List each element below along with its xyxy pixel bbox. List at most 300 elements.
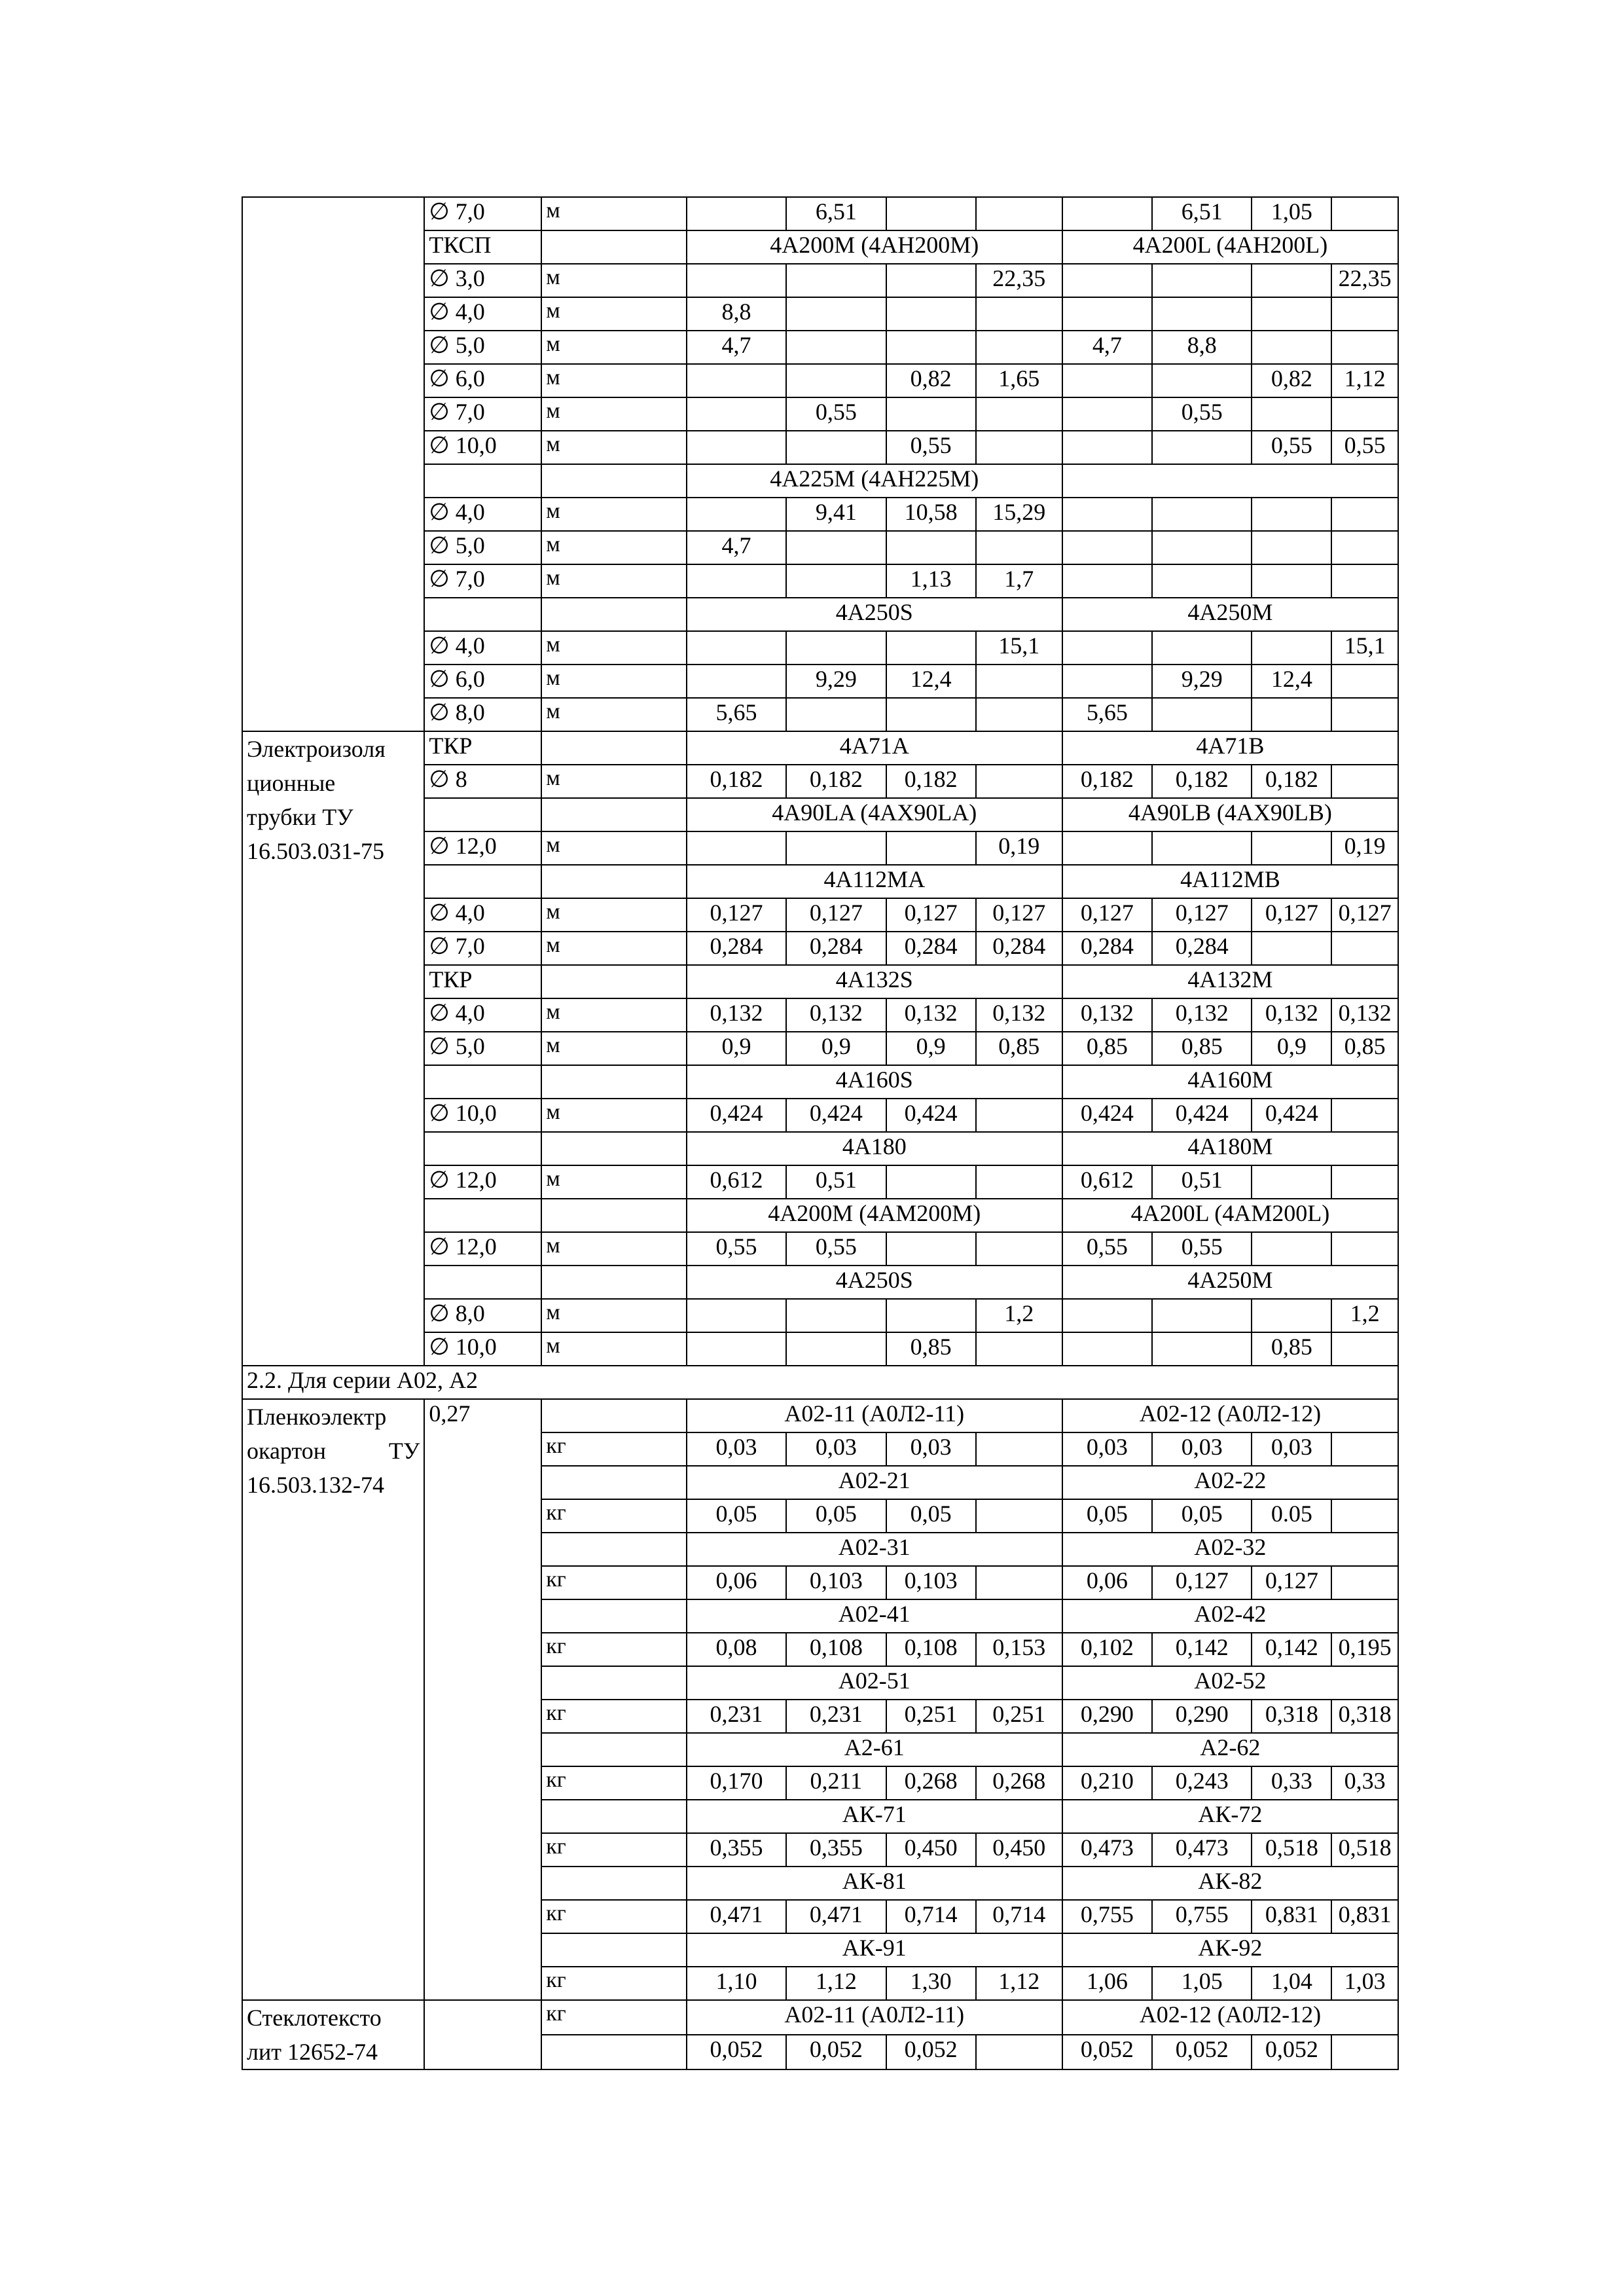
material-film-cardboard-line: 16.503.132-74 xyxy=(247,1472,384,1498)
value-cell xyxy=(1331,1099,1398,1132)
unit-cell: кг xyxy=(541,1633,687,1666)
value-cell xyxy=(1252,698,1331,731)
value-cell xyxy=(687,364,786,397)
value-cell: 0,03 xyxy=(1152,1432,1252,1466)
value-cell: 0,9 xyxy=(1252,1032,1331,1065)
model-name: А02-41 xyxy=(687,1599,1062,1633)
value-cell: 0,518 xyxy=(1331,1833,1398,1867)
diameter-cell xyxy=(424,598,541,631)
value-cell: 0,132 xyxy=(1062,998,1152,1032)
value-cell: 0,06 xyxy=(687,1566,786,1599)
value-cell xyxy=(687,665,786,698)
value-cell xyxy=(1152,831,1252,865)
diameter-cell: ∅ 5,0 xyxy=(424,331,541,364)
value-cell xyxy=(976,431,1062,464)
value-cell xyxy=(1062,831,1152,865)
model-name: А02-52 xyxy=(1062,1666,1398,1700)
section-row xyxy=(242,1366,1398,1399)
value-cell: 0,85 xyxy=(886,1332,976,1366)
model-name: А2-62 xyxy=(1062,1733,1398,1766)
value-cell xyxy=(1331,1566,1398,1599)
value-cell: 0,142 xyxy=(1152,1633,1252,1666)
value-cell: 0,55 xyxy=(687,1232,786,1266)
unit-cell xyxy=(541,1399,687,1432)
value-cell xyxy=(786,1299,886,1332)
value-cell: 0,195 xyxy=(1331,1633,1398,1666)
material-cell-empty xyxy=(242,197,424,731)
value-cell: 0,284 xyxy=(1062,932,1152,965)
value-cell xyxy=(1331,665,1398,698)
diameter-cell xyxy=(424,798,541,831)
model-name: А02-12 (А0Л2-12) xyxy=(1062,1399,1398,1432)
diameter-cell xyxy=(424,464,541,498)
value-cell: 0,473 xyxy=(1152,1833,1252,1867)
value-cell: 1,06 xyxy=(1062,1967,1152,2000)
value-cell: 0,831 xyxy=(1252,1900,1331,1933)
diameter-cell: ∅ 12,0 xyxy=(424,831,541,865)
value-cell xyxy=(886,831,976,865)
thickness-cell-empty xyxy=(424,2000,541,2069)
value-cell xyxy=(976,531,1062,564)
material-glass-textolite-line: Стеклотексто xyxy=(247,2005,382,2031)
value-cell xyxy=(1252,831,1331,865)
value-cell: 5,65 xyxy=(687,698,786,731)
value-cell: 0,473 xyxy=(1062,1833,1152,1867)
value-cell xyxy=(687,631,786,665)
value-cell xyxy=(1252,331,1331,364)
value-cell xyxy=(1331,531,1398,564)
value-cell: 0,284 xyxy=(1152,932,1252,965)
value-cell: 0,51 xyxy=(1152,1165,1252,1199)
diameter-cell: ∅ 5,0 xyxy=(424,531,541,564)
value-cell xyxy=(976,1499,1062,1533)
value-cell xyxy=(886,331,976,364)
unit-cell: м xyxy=(541,665,687,698)
model-name: 4А250М xyxy=(1062,1266,1398,1299)
diameter-cell: ТКСП xyxy=(424,230,541,264)
unit-cell: м xyxy=(541,431,687,464)
value-cell: 9,29 xyxy=(1152,665,1252,698)
value-cell xyxy=(786,431,886,464)
value-cell xyxy=(786,264,886,297)
value-cell: 0,132 xyxy=(1331,998,1398,1032)
value-cell: 0,153 xyxy=(976,1633,1062,1666)
value-cell: 0,108 xyxy=(886,1633,976,1666)
value-cell xyxy=(1252,1165,1331,1199)
value-cell: 0,127 xyxy=(1252,898,1331,932)
value-cell xyxy=(1252,297,1331,331)
model-name: А02-11 (А0Л2-11) xyxy=(687,2000,1062,2035)
unit-cell: м xyxy=(541,1165,687,1199)
value-cell: 0,05 xyxy=(1062,1499,1152,1533)
diameter-cell: ∅ 8 xyxy=(424,765,541,798)
model-name: АК-82 xyxy=(1062,1867,1398,1900)
value-cell: 0,127 xyxy=(1062,898,1152,932)
unit-cell: м xyxy=(541,297,687,331)
value-cell: 0,052 xyxy=(1152,2035,1252,2069)
value-cell xyxy=(687,498,786,531)
value-cell xyxy=(976,197,1062,230)
value-cell: 1,03 xyxy=(1331,1967,1398,2000)
value-cell: 0,108 xyxy=(786,1633,886,1666)
value-cell: 0,182 xyxy=(1252,765,1331,798)
value-cell: 0,424 xyxy=(1062,1099,1152,1132)
value-cell: 10,58 xyxy=(886,498,976,531)
value-cell xyxy=(976,1232,1062,1266)
unit-cell: м xyxy=(541,831,687,865)
value-cell: 0,318 xyxy=(1331,1700,1398,1733)
material-film-cardboard-line: Пленкоэлектр xyxy=(247,1404,387,1430)
unit-cell xyxy=(541,230,687,264)
diameter-cell: ∅ 10,0 xyxy=(424,1099,541,1132)
value-cell: 0,755 xyxy=(1062,1900,1152,1933)
value-cell xyxy=(1062,665,1152,698)
model-name: 4А200М (4АМ200М) xyxy=(687,1199,1062,1232)
value-cell: 0,268 xyxy=(886,1766,976,1800)
value-cell: 0,170 xyxy=(687,1766,786,1800)
value-cell: 0,103 xyxy=(886,1566,976,1599)
unit-cell: м xyxy=(541,1232,687,1266)
unit-cell: м xyxy=(541,498,687,531)
diameter-cell: ∅ 7,0 xyxy=(424,197,541,230)
value-cell: 1,12 xyxy=(1331,364,1398,397)
value-cell: 15,1 xyxy=(1331,631,1398,665)
value-cell: 0,08 xyxy=(687,1633,786,1666)
value-cell xyxy=(886,1165,976,1199)
unit-cell: м xyxy=(541,397,687,431)
value-cell: 0,19 xyxy=(1331,831,1398,865)
value-cell: 0,103 xyxy=(786,1566,886,1599)
value-cell: 0,284 xyxy=(886,932,976,965)
unit-cell: м xyxy=(541,932,687,965)
value-cell xyxy=(976,2035,1062,2069)
value-cell xyxy=(1062,531,1152,564)
value-cell: 0,182 xyxy=(886,765,976,798)
value-cell: 4,7 xyxy=(1062,331,1152,364)
value-cell: 0,290 xyxy=(1062,1700,1152,1733)
model-name: 4А132М xyxy=(1062,965,1398,998)
unit-cell xyxy=(541,464,687,498)
unit-cell: кг xyxy=(541,1432,687,1466)
model-name: 4А200М (4АН200М) xyxy=(687,230,1062,264)
model-name: 4А180 xyxy=(687,1132,1062,1165)
model-name: А02-11 (А0Л2-11) xyxy=(687,1399,1062,1432)
model-name: 4А132S xyxy=(687,965,1062,998)
value-cell: 1,2 xyxy=(1331,1299,1398,1332)
value-cell xyxy=(976,331,1062,364)
value-cell: 0,243 xyxy=(1152,1766,1252,1800)
unit-cell: кг xyxy=(541,1566,687,1599)
diameter-cell: ∅ 12,0 xyxy=(424,1232,541,1266)
value-cell: 0,831 xyxy=(1331,1900,1398,1933)
value-cell: 0,132 xyxy=(687,998,786,1032)
value-cell xyxy=(687,564,786,598)
value-cell: 4,7 xyxy=(687,531,786,564)
table-body xyxy=(242,197,1398,2069)
diameter-cell: ∅ 5,0 xyxy=(424,1032,541,1065)
model-name: 4А225М (4АН225М) xyxy=(687,464,1062,498)
value-cell xyxy=(886,397,976,431)
value-cell: 0,03 xyxy=(1062,1432,1152,1466)
material-electro-tubes-line: 16.503.031-75 xyxy=(247,838,384,864)
value-cell xyxy=(687,264,786,297)
value-cell xyxy=(1331,698,1398,731)
value-cell: 0,182 xyxy=(786,765,886,798)
value-cell xyxy=(687,397,786,431)
value-cell xyxy=(1252,1299,1331,1332)
value-cell xyxy=(886,1299,976,1332)
value-cell xyxy=(1152,698,1252,731)
unit-cell xyxy=(541,2035,687,2069)
value-cell xyxy=(786,698,886,731)
value-cell: 0,612 xyxy=(687,1165,786,1199)
value-cell: 0,182 xyxy=(687,765,786,798)
value-cell xyxy=(1062,498,1152,531)
unit-cell xyxy=(541,1065,687,1099)
value-cell: 0,424 xyxy=(1152,1099,1252,1132)
diameter-cell: ТКР xyxy=(424,731,541,765)
value-cell: 0,132 xyxy=(786,998,886,1032)
value-cell xyxy=(976,665,1062,698)
value-cell xyxy=(687,1299,786,1332)
value-cell xyxy=(976,1332,1062,1366)
value-cell xyxy=(886,1232,976,1266)
value-cell xyxy=(687,831,786,865)
value-cell: 0,268 xyxy=(976,1766,1062,1800)
value-cell: 0,424 xyxy=(687,1099,786,1132)
value-cell: 0,612 xyxy=(1062,1165,1152,1199)
thickness-cell: 0,27 xyxy=(424,1399,541,2000)
unit-cell xyxy=(541,1199,687,1232)
value-cell xyxy=(687,431,786,464)
model-name: 4А200L (4АМ200L) xyxy=(1062,1199,1398,1232)
value-cell: 1,05 xyxy=(1252,197,1331,230)
model-name: 4А180М xyxy=(1062,1132,1398,1165)
model-name: АК-81 xyxy=(687,1867,1062,1900)
unit-cell: кг xyxy=(541,1499,687,1533)
value-cell: 9,29 xyxy=(786,665,886,698)
value-cell: 0,251 xyxy=(886,1700,976,1733)
unit-cell: м xyxy=(541,998,687,1032)
unit-cell xyxy=(541,1666,687,1700)
model-name: АК-92 xyxy=(1062,1933,1398,1967)
model-name: 4А250М xyxy=(1062,598,1398,631)
value-cell xyxy=(1331,1432,1398,1466)
value-cell: 0,251 xyxy=(976,1700,1062,1733)
value-cell xyxy=(786,331,886,364)
value-cell: 0,755 xyxy=(1152,1900,1252,1933)
value-cell xyxy=(687,1332,786,1366)
material-glass-textolite-line: лит 12652-74 xyxy=(247,2039,378,2065)
diameter-cell: ∅ 6,0 xyxy=(424,364,541,397)
value-cell: 15,29 xyxy=(976,498,1062,531)
value-cell xyxy=(976,1165,1062,1199)
model-name: 4А160S xyxy=(687,1065,1062,1099)
diameter-cell: ∅ 4,0 xyxy=(424,498,541,531)
value-cell: 6,51 xyxy=(786,197,886,230)
material-electro-tubes-line: ционные xyxy=(247,770,336,796)
model-header-row xyxy=(242,1399,1398,1432)
model-name: 4А71В xyxy=(1062,731,1398,765)
value-cell: 6,51 xyxy=(1152,197,1252,230)
value-cell: 0,05 xyxy=(1152,1499,1252,1533)
unit-cell: м xyxy=(541,698,687,731)
diameter-cell xyxy=(424,1065,541,1099)
value-cell: 0,231 xyxy=(687,1700,786,1733)
material-electro-tubes-line: трубки ТУ xyxy=(247,804,353,830)
value-cell: 0,182 xyxy=(1062,765,1152,798)
value-cell: 0.05 xyxy=(1252,1499,1331,1533)
model-name: 4А250S xyxy=(687,1266,1062,1299)
model-name: А02-12 (А0Л2-12) xyxy=(1062,2000,1398,2035)
value-cell: 0,450 xyxy=(886,1833,976,1867)
diameter-cell: ∅ 8,0 xyxy=(424,698,541,731)
value-cell xyxy=(1252,932,1331,965)
value-cell xyxy=(976,698,1062,731)
unit-cell: м xyxy=(541,197,687,230)
value-cell: 0,127 xyxy=(786,898,886,932)
model-name: А02-32 xyxy=(1062,1533,1398,1566)
value-cell: 0,85 xyxy=(1152,1032,1252,1065)
value-cell: 0,33 xyxy=(1331,1766,1398,1800)
value-cell: 0,05 xyxy=(687,1499,786,1533)
value-cell: 0,284 xyxy=(687,932,786,965)
value-cell: 1,7 xyxy=(976,564,1062,598)
value-cell: 0,052 xyxy=(687,2035,786,2069)
value-cell: 8,8 xyxy=(687,297,786,331)
unit-cell: м xyxy=(541,631,687,665)
value-cell: 0,03 xyxy=(1252,1432,1331,1466)
material-film-cardboard xyxy=(242,1399,424,2000)
model-header-row xyxy=(242,731,1398,765)
value-cell: 0,51 xyxy=(786,1165,886,1199)
value-cell: 0,03 xyxy=(886,1432,976,1466)
value-cell xyxy=(1252,397,1331,431)
value-cell xyxy=(687,197,786,230)
value-cell: 0,55 xyxy=(1252,431,1331,464)
value-cell xyxy=(1062,564,1152,598)
value-cell: 0,82 xyxy=(886,364,976,397)
material-glass-textolite xyxy=(242,2000,424,2069)
value-cell xyxy=(1331,397,1398,431)
diameter-cell xyxy=(424,1132,541,1165)
material-film-cardboard-line: окартон ТУ xyxy=(247,1438,420,1464)
value-cell xyxy=(1062,631,1152,665)
model-name: АК-91 xyxy=(687,1933,1062,1967)
value-cell: 1,12 xyxy=(786,1967,886,2000)
value-cell: 0,85 xyxy=(1252,1332,1331,1366)
value-cell: 0,471 xyxy=(687,1900,786,1933)
value-cell: 8,8 xyxy=(1152,331,1252,364)
value-cell xyxy=(886,698,976,731)
value-cell xyxy=(786,297,886,331)
model-name: 4А71А xyxy=(687,731,1062,765)
diameter-cell: ∅ 7,0 xyxy=(424,564,541,598)
diameter-cell: ∅ 8,0 xyxy=(424,1299,541,1332)
value-cell: 0,424 xyxy=(786,1099,886,1132)
value-cell xyxy=(976,297,1062,331)
value-cell: 0,424 xyxy=(1252,1099,1331,1132)
diameter-cell: ∅ 4,0 xyxy=(424,998,541,1032)
value-cell: 0,85 xyxy=(976,1032,1062,1065)
unit-cell xyxy=(541,1266,687,1299)
model-name: 4А160М xyxy=(1062,1065,1398,1099)
value-cell: 0,127 xyxy=(1331,898,1398,932)
model-name: А2-61 xyxy=(687,1733,1062,1766)
model-name: АК-71 xyxy=(687,1800,1062,1833)
unit-cell xyxy=(541,731,687,765)
value-cell xyxy=(1331,331,1398,364)
unit-cell: кг xyxy=(541,2000,687,2035)
value-cell xyxy=(886,631,976,665)
value-cell: 0,714 xyxy=(976,1900,1062,1933)
value-cell xyxy=(786,1332,886,1366)
model-name: 4А90LB (4АХ90LB) xyxy=(1062,798,1398,831)
value-cell: 0,55 xyxy=(1152,1232,1252,1266)
value-cell: 22,35 xyxy=(976,264,1062,297)
model-name: АК-72 xyxy=(1062,1800,1398,1833)
unit-cell: кг xyxy=(541,1967,687,2000)
unit-cell: м xyxy=(541,331,687,364)
value-cell: 1,13 xyxy=(886,564,976,598)
unit-cell: м xyxy=(541,1332,687,1366)
value-cell: 0,127 xyxy=(1152,898,1252,932)
diameter-cell: ∅ 4,0 xyxy=(424,631,541,665)
unit-cell: м xyxy=(541,564,687,598)
value-cell: 0,132 xyxy=(1252,998,1331,1032)
unit-cell: м xyxy=(541,1299,687,1332)
unit-cell xyxy=(541,965,687,998)
diameter-cell xyxy=(424,1266,541,1299)
unit-cell xyxy=(541,598,687,631)
value-cell xyxy=(1331,197,1398,230)
value-cell: 0,9 xyxy=(886,1032,976,1065)
value-cell: 0,210 xyxy=(1062,1766,1152,1800)
value-cell xyxy=(1331,1332,1398,1366)
value-cell xyxy=(1062,264,1152,297)
model-name: 4А112МА xyxy=(687,865,1062,898)
unit-cell xyxy=(541,1599,687,1633)
value-cell xyxy=(1252,264,1331,297)
table-row xyxy=(242,197,1398,230)
value-cell: 0,55 xyxy=(886,431,976,464)
value-cell: 1,05 xyxy=(1152,1967,1252,2000)
unit-cell xyxy=(541,865,687,898)
unit-cell xyxy=(541,1867,687,1900)
value-cell xyxy=(1152,564,1252,598)
value-cell: 0,127 xyxy=(687,898,786,932)
model-name: 4А112МВ xyxy=(1062,865,1398,898)
unit-cell: м xyxy=(541,531,687,564)
value-cell xyxy=(1062,197,1152,230)
value-cell xyxy=(1062,1299,1152,1332)
value-cell: 0,9 xyxy=(687,1032,786,1065)
value-cell: 0,85 xyxy=(1062,1032,1152,1065)
diameter-cell: ∅ 4,0 xyxy=(424,297,541,331)
value-cell: 1,30 xyxy=(886,1967,976,2000)
model-name xyxy=(1062,464,1398,498)
value-cell: 0,05 xyxy=(886,1499,976,1533)
value-cell: 0,55 xyxy=(1152,397,1252,431)
unit-cell xyxy=(541,1466,687,1499)
value-cell xyxy=(1062,364,1152,397)
value-cell: 0,19 xyxy=(976,831,1062,865)
specification-table xyxy=(242,196,1399,2070)
diameter-cell: ∅ 7,0 xyxy=(424,397,541,431)
diameter-cell: ∅ 4,0 xyxy=(424,898,541,932)
unit-cell xyxy=(541,1132,687,1165)
value-cell: 5,65 xyxy=(1062,698,1152,731)
